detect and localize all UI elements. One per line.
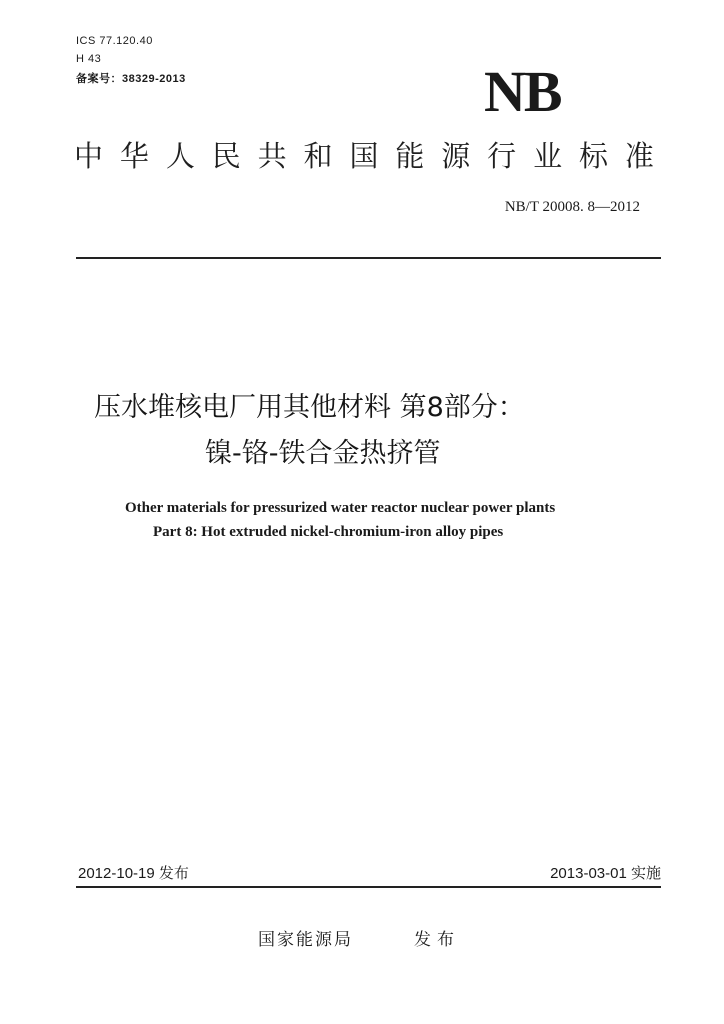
ics-code: ICS 77.120.40 bbox=[76, 35, 153, 47]
standard-category-heading bbox=[74, 136, 654, 176]
category-char: 业 bbox=[533, 139, 563, 173]
header-divider bbox=[76, 257, 661, 259]
category-char: 和 bbox=[303, 139, 333, 173]
category-char: 民 bbox=[211, 139, 241, 173]
category-char: 准 bbox=[624, 139, 654, 173]
chinese-title-line-1: 压水堆核电厂用其他材料 第8部分： bbox=[94, 392, 525, 423]
nb-logo: NB bbox=[484, 59, 561, 124]
category-char: 能 bbox=[395, 139, 425, 173]
issued-label: 发布 bbox=[414, 930, 460, 950]
category-char: 行 bbox=[487, 139, 517, 173]
issuing-authority: 国家能源局 bbox=[258, 930, 353, 950]
category-char: 共 bbox=[257, 139, 287, 173]
category-char: 标 bbox=[578, 139, 608, 173]
issue-date: 2012-10-19 发布 bbox=[78, 865, 189, 882]
category-char: 源 bbox=[441, 139, 471, 173]
category-char: 华 bbox=[119, 139, 149, 173]
chinese-title-line-2: 镍-铬-铁合金热挤管 bbox=[205, 438, 441, 469]
implementation-date: 2013-03-01 实施 bbox=[550, 865, 661, 882]
footer-divider bbox=[76, 886, 661, 888]
english-title-line-1: Other materials for pressurized water reactor nuclear power plants bbox=[125, 500, 556, 516]
standard-number: NB/T 20008. 8—2012 bbox=[504, 199, 640, 215]
category-char: 国 bbox=[349, 139, 379, 173]
ccs-code: H 43 bbox=[76, 53, 102, 65]
english-title-line-2: Part 8: Hot extruded nickel-chromium-iron alloy pipes bbox=[153, 524, 504, 540]
category-char: 中 bbox=[74, 139, 104, 173]
category-char: 人 bbox=[165, 139, 195, 173]
filing-number: 备案号：38329-2013 bbox=[76, 73, 186, 85]
